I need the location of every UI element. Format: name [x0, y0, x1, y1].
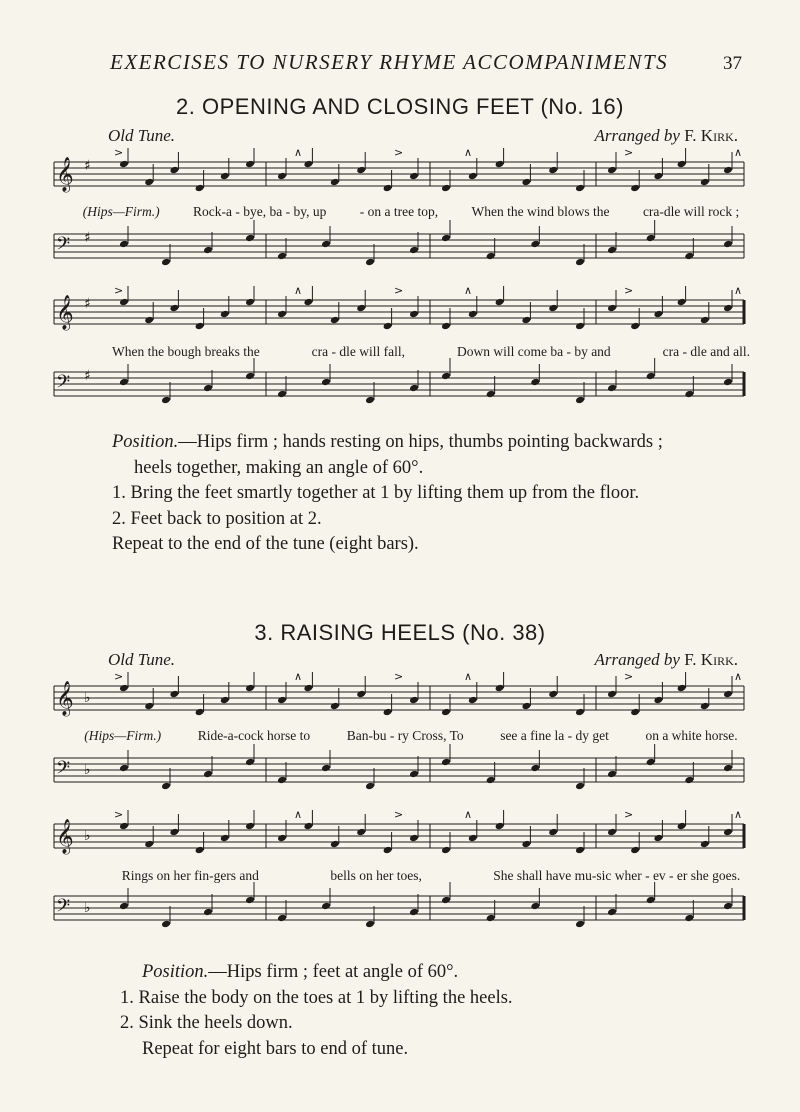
bass-clef-icon: 𝄢	[56, 234, 71, 259]
position-paragraph	[120, 960, 760, 986]
lyric-bar: see a fine la - dy get	[500, 728, 609, 743]
note-head	[330, 316, 340, 325]
accent-mark: ∧	[464, 286, 473, 297]
note-head	[245, 896, 255, 905]
flat-sign-icon: ♭	[84, 762, 91, 778]
note-head	[356, 304, 366, 313]
note-head	[548, 166, 558, 175]
accent-mark: ∧	[734, 672, 743, 683]
note-head	[119, 684, 129, 693]
note-head	[277, 776, 287, 785]
arranger-name: F. Kirk.	[684, 126, 738, 145]
note-head	[277, 696, 287, 705]
exercise-2-title: 2. OPENING AND CLOSING FEET (No. 16)	[176, 94, 624, 119]
music-system	[44, 148, 756, 284]
exercise-3-title: 3. RAISING HEELS (No. 38)	[254, 620, 546, 645]
note-head	[303, 684, 313, 693]
note-head	[495, 160, 505, 169]
music-system	[44, 810, 756, 946]
note-head	[245, 372, 255, 381]
note-head	[468, 834, 478, 843]
note-head	[575, 846, 585, 855]
note-head	[365, 258, 375, 267]
note-head	[575, 396, 585, 405]
note-head	[468, 310, 478, 319]
note-head	[365, 396, 375, 405]
bass-clef-icon: 𝄢	[56, 896, 71, 921]
lyric-bar: She shall have mu-sic wher - ev - er she goes.	[493, 868, 741, 883]
lyric-bar: Ban-bu - ry Cross, To	[346, 728, 464, 743]
accent-mark: ∧	[294, 672, 303, 683]
note-head	[277, 390, 287, 399]
running-head	[110, 50, 742, 75]
note-head	[495, 684, 505, 693]
note-head	[169, 828, 179, 837]
note-head	[530, 378, 540, 387]
note-head	[220, 834, 230, 843]
accent-mark: ∧	[294, 286, 303, 297]
sharp-sign-icon: ♯	[84, 230, 91, 246]
exercise-3-instructions	[120, 960, 760, 1062]
note-head	[356, 828, 366, 837]
step: 2. Sink the heels down.	[120, 1013, 293, 1033]
accent-mark: ∧	[464, 148, 473, 159]
note-head	[119, 822, 129, 831]
note-head	[330, 178, 340, 187]
bass-clef-icon: 𝄢	[56, 758, 71, 783]
note-head	[203, 770, 213, 779]
note-head	[144, 840, 154, 849]
note-head	[677, 684, 687, 693]
note-head	[303, 160, 313, 169]
note-head	[383, 708, 393, 717]
treble-clef-icon: 𝄞	[56, 295, 74, 330]
note-head	[607, 304, 617, 313]
accent-mark: ∧	[464, 672, 473, 683]
note-head	[303, 822, 313, 831]
note-head	[169, 166, 179, 175]
note-head	[330, 840, 340, 849]
accent-mark: >	[394, 148, 404, 159]
note-head	[607, 770, 617, 779]
note-head	[277, 914, 287, 923]
accent-mark: >	[624, 672, 634, 683]
lyric-hips-instruction: (Hips—Firm.)	[82, 204, 160, 219]
note-head	[203, 246, 213, 255]
note-head	[441, 846, 451, 855]
note-head	[245, 758, 255, 767]
note-head	[245, 822, 255, 831]
repeat-note: Repeat to the end of the tune (eight bars).	[112, 534, 419, 554]
note-head	[653, 696, 663, 705]
note-head	[700, 178, 710, 187]
note-head	[277, 834, 287, 843]
note-head	[441, 708, 451, 717]
note-head	[677, 298, 687, 307]
note-head	[441, 758, 451, 767]
note-head	[486, 914, 496, 923]
page-number: 37	[723, 53, 742, 74]
note-head	[684, 252, 694, 261]
exercise-2-instructions	[112, 430, 752, 558]
lyric-bar: Down will come ba - by and	[456, 344, 611, 359]
note-head	[495, 298, 505, 307]
note-head	[245, 298, 255, 307]
note-head	[245, 684, 255, 693]
note-head	[723, 166, 733, 175]
note-head	[119, 160, 129, 169]
note-head	[409, 908, 419, 917]
note-head	[321, 902, 331, 911]
note-head	[486, 776, 496, 785]
note-head	[607, 166, 617, 175]
note-head	[700, 840, 710, 849]
note-head	[468, 696, 478, 705]
note-head	[486, 390, 496, 399]
note-head	[607, 246, 617, 255]
note-head	[575, 322, 585, 331]
lyric-bar: When the bough breaks the	[111, 344, 260, 359]
note-head	[321, 378, 331, 387]
note-head	[119, 298, 129, 307]
note-head	[575, 184, 585, 193]
note-head	[723, 828, 733, 837]
step: 2. Feet back to position at 2.	[112, 508, 322, 529]
note-head	[575, 920, 585, 929]
note-head	[486, 252, 496, 261]
note-head	[409, 172, 419, 181]
arranged-prefix: Arranged by	[594, 126, 680, 145]
note-head	[195, 846, 205, 855]
flat-sign-icon: ♭	[84, 690, 91, 706]
note-head	[441, 896, 451, 905]
note-head	[169, 304, 179, 313]
note-head	[383, 322, 393, 331]
note-head	[330, 702, 340, 711]
note-head	[203, 908, 213, 917]
step: 1. Raise the body on the toes at 1 by lifting the heels.	[120, 987, 513, 1008]
note-head	[161, 396, 171, 405]
note-head	[495, 822, 505, 831]
note-head	[646, 758, 656, 767]
exercise-3-attribution	[108, 650, 738, 670]
note-head	[441, 184, 451, 193]
note-head	[646, 896, 656, 905]
note-head	[161, 258, 171, 267]
note-head	[700, 702, 710, 711]
note-head	[548, 828, 558, 837]
note-head	[684, 390, 694, 399]
accent-mark: >	[394, 286, 404, 297]
note-head	[409, 696, 419, 705]
position-label: Position.	[142, 962, 209, 982]
accent-mark: >	[114, 672, 124, 683]
note-head	[356, 166, 366, 175]
accent-mark: >	[114, 810, 124, 821]
lyrics-line	[66, 868, 776, 884]
note-head	[468, 172, 478, 181]
lyric-bar: bells on her toes,	[330, 868, 422, 883]
lyric-bar: on a white horse.	[645, 728, 738, 743]
note-head	[677, 822, 687, 831]
note-head	[441, 234, 451, 243]
lyrics-line	[66, 204, 756, 220]
note-head	[607, 908, 617, 917]
note-head	[530, 764, 540, 773]
note-head	[321, 764, 331, 773]
note-head	[203, 384, 213, 393]
note-head	[700, 316, 710, 325]
lyric-bar: Rock-a - bye, ba - by, up	[193, 204, 327, 219]
arranger-name: F. Kirk.	[684, 650, 738, 669]
note-head	[409, 384, 419, 393]
note-head	[277, 252, 287, 261]
accent-mark: ∧	[734, 148, 743, 159]
note-head	[383, 184, 393, 193]
accent-mark: >	[624, 810, 634, 821]
note-head	[646, 234, 656, 243]
lyric-bar: Rings on her fin-gers and	[121, 868, 259, 883]
note-head	[723, 240, 733, 249]
accent-mark: >	[624, 148, 634, 159]
note-head	[441, 372, 451, 381]
note-head	[653, 834, 663, 843]
bass-clef-icon: 𝄢	[56, 372, 71, 397]
arranged-prefix: Arranged by	[594, 650, 680, 669]
accent-mark: >	[394, 810, 404, 821]
accent-mark: ∧	[734, 286, 743, 297]
position-label: Position.	[112, 432, 179, 452]
treble-clef-icon: 𝄞	[56, 819, 74, 854]
note-head	[521, 702, 531, 711]
note-head	[521, 840, 531, 849]
arranger-credit	[594, 126, 738, 146]
accent-mark: ∧	[294, 810, 303, 821]
accent-mark: >	[394, 672, 404, 683]
accent-mark: ∧	[464, 810, 473, 821]
note-head	[607, 384, 617, 393]
note-head	[653, 310, 663, 319]
note-head	[161, 920, 171, 929]
accent-mark: >	[114, 148, 124, 159]
note-head	[277, 172, 287, 181]
exercise-2-attribution	[108, 126, 738, 146]
position-text: —Hips firm ; feet at angle of 60°.	[208, 962, 459, 982]
note-head	[530, 240, 540, 249]
note-head	[119, 240, 129, 249]
note-head	[195, 184, 205, 193]
tune-label: Old Tune.	[108, 650, 176, 669]
note-head	[723, 690, 733, 699]
repeat-note: Repeat for eight bars to end of tune.	[142, 1038, 409, 1059]
accent-mark: ∧	[734, 810, 743, 821]
note-head	[383, 846, 393, 855]
note-head	[630, 708, 640, 717]
flat-sign-icon: ♭	[84, 828, 91, 844]
note-head	[607, 690, 617, 699]
note-head	[530, 902, 540, 911]
note-head	[723, 378, 733, 387]
note-head	[548, 304, 558, 313]
lyrics-line	[66, 344, 776, 360]
tune-label: Old Tune.	[108, 126, 176, 145]
position-text: —Hips firm ; hands resting on hips, thumbs pointing backwards ;	[178, 432, 663, 452]
note-head	[409, 770, 419, 779]
note-head	[653, 172, 663, 181]
note-head	[303, 298, 313, 307]
note-head	[575, 258, 585, 267]
accent-mark: >	[114, 286, 124, 297]
sharp-sign-icon: ♯	[84, 158, 91, 174]
treble-clef-icon: 𝄞	[56, 157, 74, 192]
note-head	[677, 160, 687, 169]
lyric-hips-instruction: (Hips—Firm.)	[84, 728, 162, 743]
note-head	[321, 240, 331, 249]
note-head	[220, 310, 230, 319]
note-head	[119, 902, 129, 911]
note-head	[575, 708, 585, 717]
note-head	[169, 690, 179, 699]
music-system	[44, 672, 756, 808]
note-head	[220, 172, 230, 181]
note-head	[441, 322, 451, 331]
note-head	[575, 782, 585, 791]
note-head	[630, 184, 640, 193]
note-head	[245, 160, 255, 169]
note-head	[144, 178, 154, 187]
note-head	[684, 776, 694, 785]
note-head	[195, 708, 205, 717]
sharp-sign-icon: ♯	[84, 296, 91, 312]
note-head	[119, 378, 129, 387]
lyric-bar: - on a tree top,	[359, 204, 439, 219]
treble-clef-icon: 𝄞	[56, 681, 74, 716]
note-head	[684, 914, 694, 923]
running-title: EXERCISES TO NURSERY RHYME ACCOMPANIMENTS	[110, 50, 669, 74]
note-head	[161, 782, 171, 791]
lyric-bar: cra - dle will fall,	[311, 344, 405, 359]
lyric-bar: cra-dle will rock ;	[642, 204, 740, 219]
accent-mark: >	[624, 286, 634, 297]
note-head	[365, 920, 375, 929]
note-head	[144, 316, 154, 325]
note-head	[365, 782, 375, 791]
note-head	[630, 846, 640, 855]
note-head	[723, 304, 733, 313]
note-head	[548, 690, 558, 699]
position-continued: heels together, making an angle of 60°.	[134, 457, 424, 478]
note-head	[630, 322, 640, 331]
lyric-bar: cra - dle and all.	[662, 344, 750, 359]
lyric-bar: Ride-a-cock horse to	[197, 728, 311, 743]
note-head	[195, 322, 205, 331]
note-head	[607, 828, 617, 837]
note-head	[220, 696, 230, 705]
note-head	[409, 310, 419, 319]
music-system	[44, 286, 756, 422]
arranger-credit	[594, 650, 738, 670]
sharp-sign-icon: ♯	[84, 368, 91, 384]
note-head	[356, 690, 366, 699]
lyrics-line	[66, 728, 756, 744]
note-head	[723, 902, 733, 911]
note-head	[277, 310, 287, 319]
note-head	[521, 178, 531, 187]
lyric-bar: When the wind blows the	[471, 204, 610, 219]
note-head	[646, 372, 656, 381]
note-head	[245, 234, 255, 243]
step: 1. Bring the feet smartly together at 1 by lifting them up from the floor.	[112, 483, 640, 503]
note-head	[119, 764, 129, 773]
accent-mark: ∧	[294, 148, 303, 159]
flat-sign-icon: ♭	[84, 900, 91, 916]
note-head	[409, 246, 419, 255]
note-head	[144, 702, 154, 711]
position-paragraph	[112, 430, 752, 456]
note-head	[723, 764, 733, 773]
note-head	[409, 834, 419, 843]
note-head	[521, 316, 531, 325]
